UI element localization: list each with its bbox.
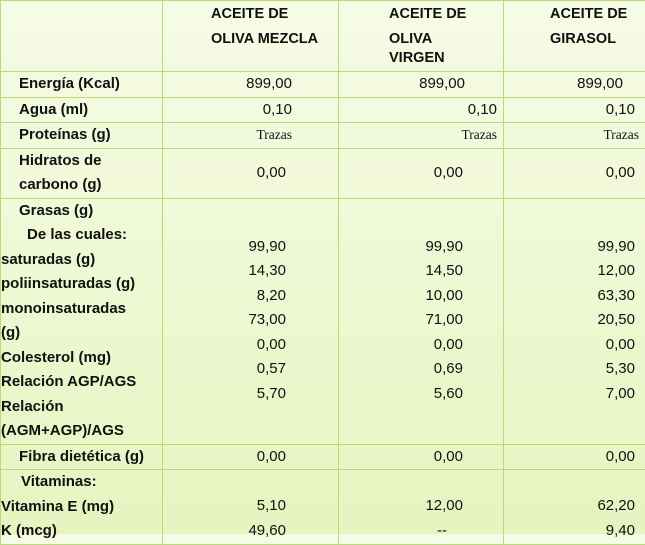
value-cell-group — [339, 198, 504, 444]
table-row — [1, 123, 645, 149]
value-line: -- — [339, 519, 463, 544]
row-label — [1, 470, 163, 545]
value-line: 5,10 — [163, 494, 286, 519]
value-cell: Trazas — [504, 123, 645, 149]
value-line: 0,00 — [504, 333, 635, 358]
value-line: 49,60 — [163, 519, 286, 544]
row-label-line: Relación AGP/AGS — [1, 370, 162, 395]
header-line: OLIVA — [389, 27, 503, 52]
table-row — [1, 470, 645, 545]
value-cell: 899,00 — [504, 72, 645, 98]
header-line: OLIVA MEZCLA — [211, 27, 338, 52]
row-label-line: De las cuales: — [1, 223, 162, 248]
table-row — [1, 97, 645, 123]
value-line: 14,50 — [339, 259, 463, 284]
value-cell: 0,00 — [163, 444, 339, 470]
value-cell: Trazas — [163, 123, 339, 149]
header-line: ACEITE DE — [211, 2, 338, 27]
value-line: 99,90 — [504, 235, 635, 260]
row-label-line: Hidratos de — [19, 149, 162, 174]
row-label-line: Vitaminas: — [1, 470, 162, 495]
table-row — [1, 444, 645, 470]
row-label-line: (AGM+AGP)/AGS — [1, 419, 162, 444]
header-line: ACEITE DE — [550, 2, 645, 27]
value-line: 99,90 — [163, 235, 286, 260]
value-cell: 0,10 — [504, 97, 645, 123]
value-line: 8,20 — [163, 284, 286, 309]
value-cell: 0,00 — [163, 148, 339, 198]
value-line: 5,60 — [339, 382, 463, 407]
row-label: Fibra dietética (g) — [1, 444, 163, 470]
value-line: 5,70 — [163, 382, 286, 407]
value-line: 12,00 — [504, 259, 635, 284]
value-cell-group — [504, 198, 645, 444]
row-label — [1, 148, 163, 198]
header-col-aceite-girasol — [504, 1, 645, 72]
header-line: GIRASOL — [550, 27, 645, 52]
header-col-aceite-oliva-mezcla — [163, 1, 339, 72]
value-line: 0,57 — [163, 357, 286, 382]
value-cell: 0,00 — [339, 148, 504, 198]
value-cell: 899,00 — [163, 72, 339, 98]
value-line: 7,00 — [504, 382, 635, 407]
value-line: 20,50 — [504, 308, 635, 333]
value-cell: 0,10 — [163, 97, 339, 123]
row-label-line: K (mcg) — [1, 519, 162, 544]
value-cell: 899,00 — [339, 72, 504, 98]
row-label-line: carbono (g) — [19, 173, 162, 198]
row-label-line: Vitamina E (mg) — [1, 495, 162, 520]
value-cell: Trazas — [339, 123, 504, 149]
value-line: 62,20 — [504, 494, 635, 519]
value-cell: 0,00 — [504, 148, 645, 198]
value-line: 9,40 — [504, 519, 635, 544]
value-line: 0,00 — [339, 333, 463, 358]
row-label-line: Relación — [1, 395, 162, 420]
header-col-aceite-oliva-virgen — [339, 1, 504, 72]
value-cell-group — [339, 470, 504, 545]
row-label-line: Colesterol (mg) — [1, 346, 162, 371]
row-label-line: Grasas (g) — [1, 199, 162, 224]
value-line: 10,00 — [339, 284, 463, 309]
value-cell-group — [163, 470, 339, 545]
row-label: Energía (Kcal) — [1, 72, 163, 98]
header-row — [1, 1, 645, 72]
header-empty-cell — [1, 1, 163, 72]
value-line: 63,30 — [504, 284, 635, 309]
row-label: Agua (ml) — [1, 97, 163, 123]
value-line: 14,30 — [163, 259, 286, 284]
table-row — [1, 72, 645, 98]
row-label-line: (g) — [1, 321, 162, 346]
row-label — [1, 198, 163, 444]
header-line: VIRGEN — [389, 46, 503, 71]
value-line: 0,00 — [163, 333, 286, 358]
value-line: 73,00 — [163, 308, 286, 333]
value-line: 12,00 — [339, 494, 463, 519]
row-label-line: poliinsaturadas (g) — [1, 272, 162, 297]
header-line: ACEITE DE — [389, 2, 503, 27]
value-line: 71,00 — [339, 308, 463, 333]
value-cell-group — [504, 470, 645, 545]
value-cell: 0,00 — [504, 444, 645, 470]
value-cell: 0,00 — [339, 444, 504, 470]
row-label: Proteínas (g) — [1, 123, 163, 149]
table-row — [1, 148, 645, 198]
table-row — [1, 198, 645, 444]
row-label-line: saturadas (g) — [1, 248, 162, 273]
value-cell-group — [163, 198, 339, 444]
row-label-line: monoinsaturadas — [1, 297, 162, 322]
value-line: 99,90 — [339, 235, 463, 260]
value-line: 0,69 — [339, 357, 463, 382]
value-line: 5,30 — [504, 357, 635, 382]
value-cell: 0,10 — [339, 97, 504, 123]
